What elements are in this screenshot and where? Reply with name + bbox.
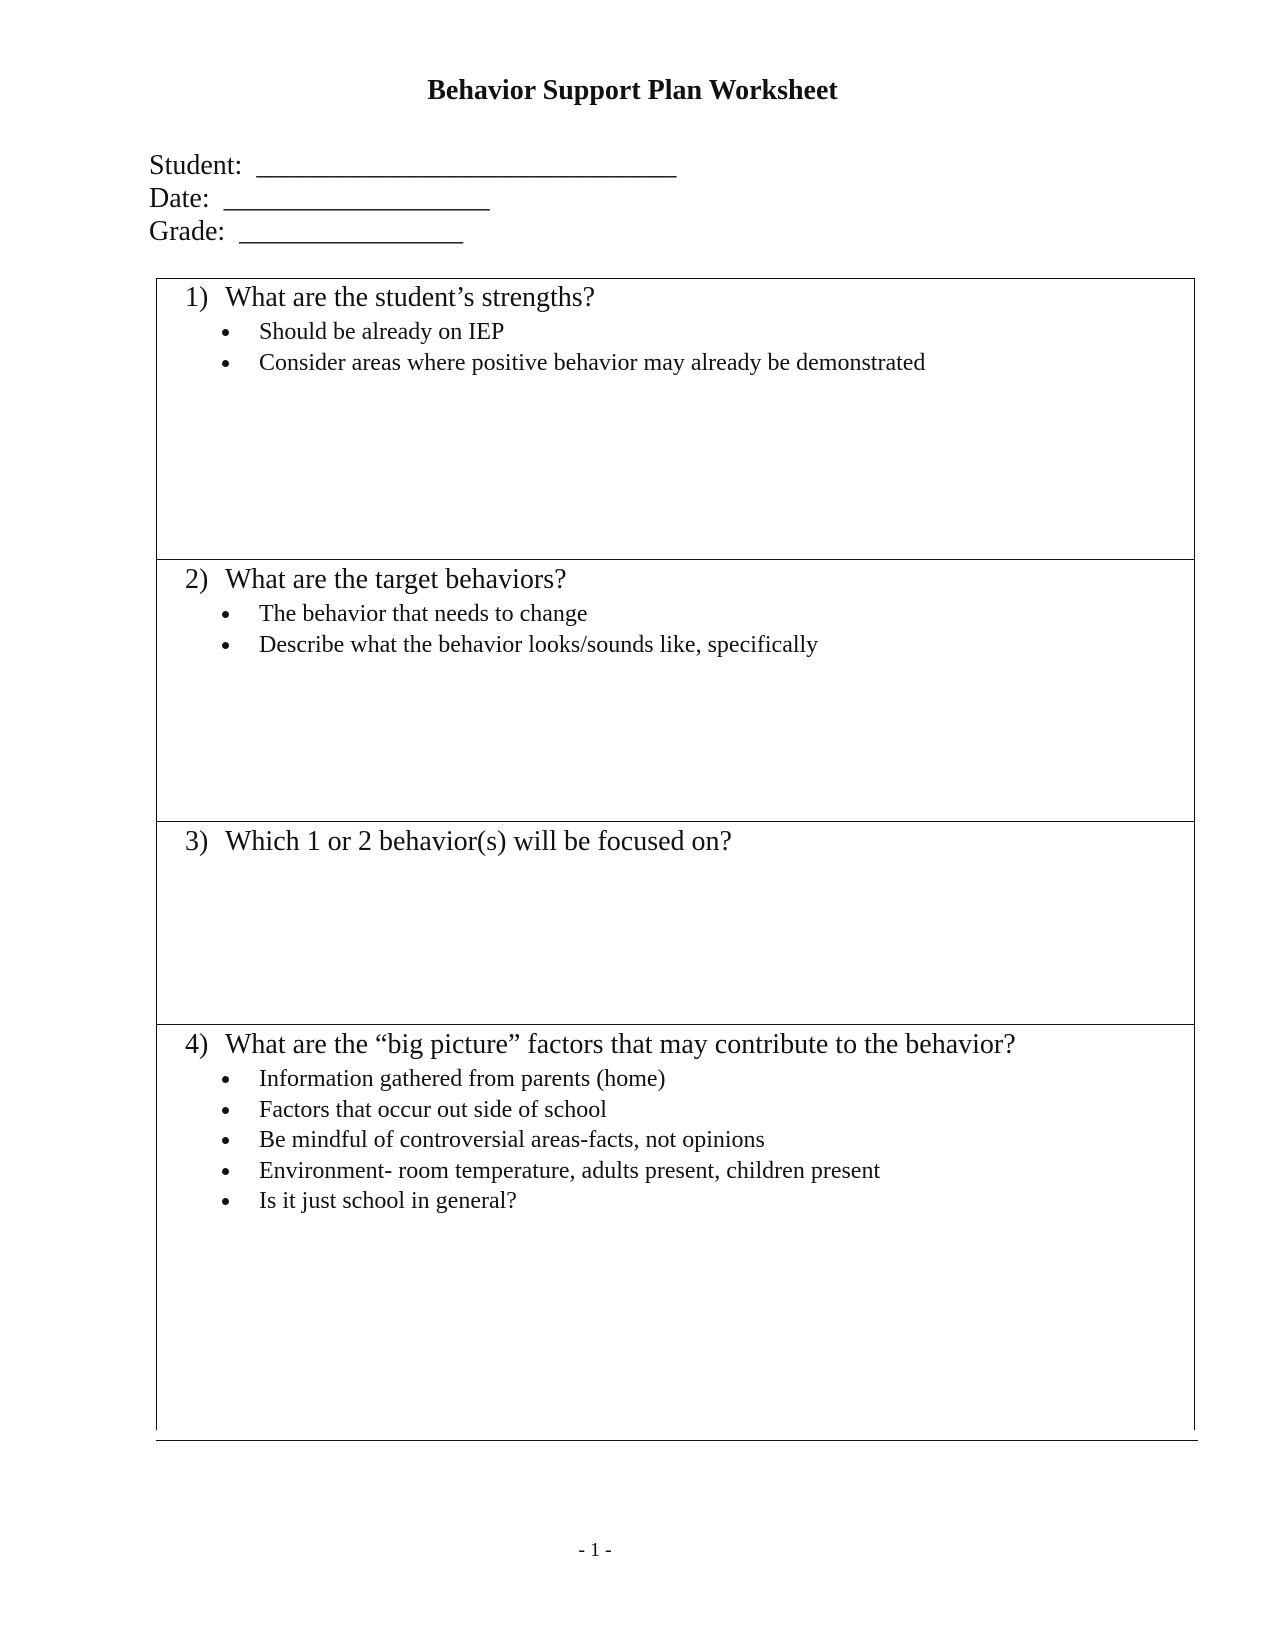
list-item [222,599,818,630]
list-item [222,317,925,348]
list-item-text: The behavior that needs to change [259,601,588,627]
list-item-text: Factors that occur out side of school [259,1096,607,1123]
question-text: What are the student’s strengths? [225,282,596,313]
list-item [222,1125,880,1156]
list-item [222,348,925,379]
list-item-text: Is it just school in general? [259,1188,517,1214]
bullet-icon [222,1076,229,1083]
bullet-list [222,599,818,660]
list-item [222,1186,880,1217]
list-item-text: Describe what the behavior looks/sounds like, specifically [259,631,819,658]
bullet-list [222,317,925,378]
bullet-icon [222,1107,229,1114]
worksheet-table [156,278,1195,1430]
list-item [222,1156,880,1187]
table-bottom-rule [156,1440,1198,1441]
list-item-text: Consider areas where positive behavior may already be demonstrated [259,349,926,376]
question-number: 3) [185,826,209,857]
question-2 [185,564,567,596]
question-3 [185,826,732,858]
question-number: 1) [185,282,209,313]
list-item-text: Should be already on IEP [259,319,505,345]
bullet-icon [222,1198,229,1205]
question-number: 4) [185,1029,209,1060]
list-item-text: Be mindful of controversial areas-facts, not opinions [259,1127,765,1153]
page-number: - 1 - [578,1539,612,1561]
list-item [222,1095,880,1126]
bullet-list [222,1064,880,1217]
question-text: What are the target behaviors? [225,564,567,595]
date-field: Date: ___________________ [149,183,490,214]
section-big-picture-factors [156,1024,1195,1430]
question-text: What are the “big picture” factors that may contribute to the behavior? [225,1029,1016,1060]
question-4 [185,1029,1016,1061]
page-title: Behavior Support Plan Worksheet [427,75,838,106]
question-text: Which 1 or 2 behavior(s) will be focused on? [225,826,732,857]
student-field: Student: ______________________________ [149,150,677,181]
bullet-icon [222,1168,229,1175]
bullet-icon [222,642,229,649]
bullet-icon [222,360,229,367]
list-item [222,1064,880,1095]
question-1 [185,282,595,314]
section-strengths [156,278,1195,559]
list-item-text: Information gathered from parents (home) [259,1066,666,1092]
section-target-behaviors [156,559,1195,821]
bullet-icon [222,1137,229,1144]
question-number: 2) [185,564,209,595]
list-item [222,630,818,661]
bullet-icon [222,611,229,618]
list-item-text: Environment- room temperature, adults present, children present [259,1157,881,1184]
section-focus-behaviors [156,821,1195,1024]
bullet-icon [222,329,229,336]
grade-field: Grade: ________________ [149,216,464,247]
